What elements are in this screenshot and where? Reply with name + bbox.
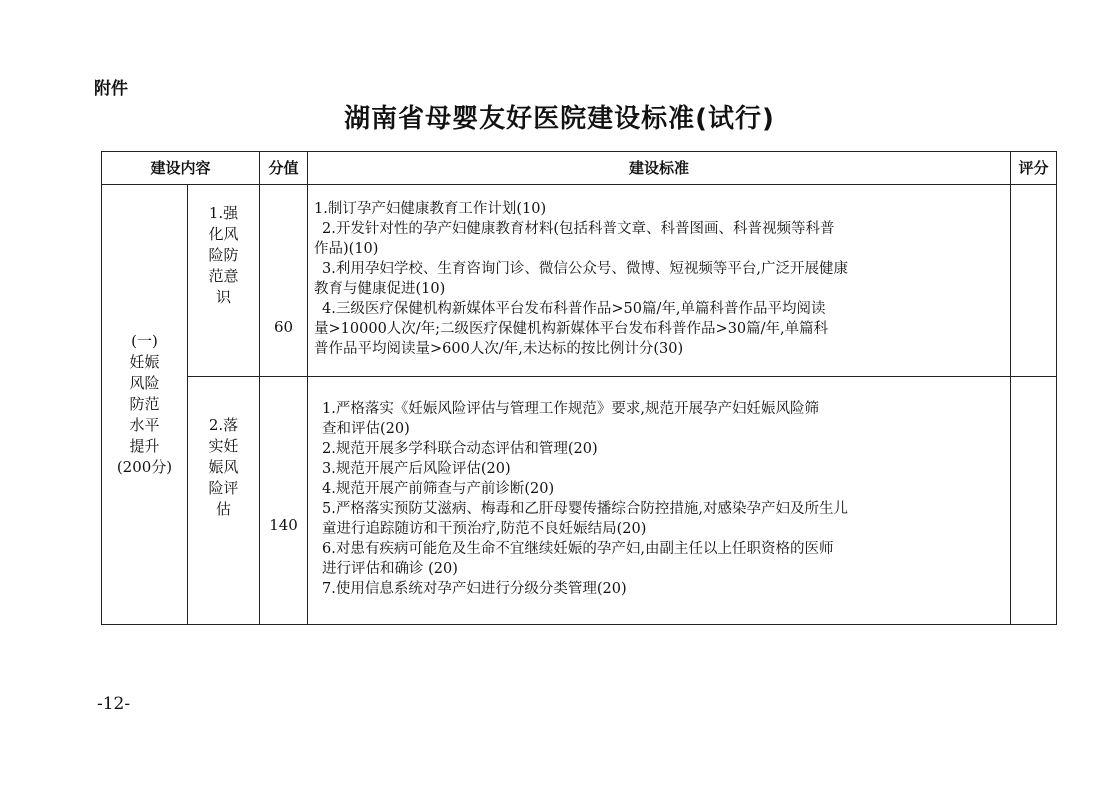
table-row	[102, 377, 1057, 625]
standard-line: 查和评估(20)	[322, 421, 410, 437]
standard-line: 2.规范开展多学科联合动态评估和管理(20)	[322, 441, 598, 457]
standard-line: 6.对患有疾病可能危及生命不宜继续妊娠的孕产妇,由副主任以上任职资格的医师	[322, 541, 834, 557]
section-score: 140	[260, 377, 308, 625]
standard-line: 1.制订孕产妇健康教育工作计划(10)	[314, 201, 547, 217]
section-name-line: 险评	[208, 479, 239, 497]
standard-line: 童进行追踪随访和干预治疗,防范不良妊娠结局(20)	[322, 521, 647, 537]
category-line: (一)	[131, 332, 158, 350]
document-title: 湖南省母婴友好医院建设标准(试行)	[344, 104, 775, 134]
rating-cell[interactable]	[1011, 377, 1057, 625]
standard-line: 3.规范开展产后风险评估(20)	[322, 461, 511, 477]
section-standards	[308, 185, 1011, 377]
standard-line: 量>10000人次/年;二级医疗保健机构新媒体平台发布科普作品>30篇/年,单篇科	[314, 321, 829, 337]
header-content: 建设内容	[102, 152, 260, 185]
section-name-line: 险防	[208, 246, 239, 264]
category-line: 风险	[129, 374, 160, 392]
standard-line: 1.严格落实《妊娠风险评估与管理工作规范》要求,规范开展孕产妇妊娠风险筛	[322, 401, 819, 417]
standard-line: 3.利用孕妇学校、生育咨询门诊、微信公众号、微博、短视频等平台,广泛开展健康	[322, 261, 848, 277]
page-number: -12-	[97, 694, 131, 714]
standard-line: 5.严格落实预防艾滋病、梅毒和乙肝母婴传播综合防控措施,对感染孕产妇及所生儿	[322, 501, 848, 517]
section-name-line: 2.落	[208, 416, 239, 434]
section-name-cell	[188, 377, 260, 625]
category-line: (200分)	[116, 458, 173, 476]
standard-line: 2.开发针对性的孕产妇健康教育材料(包括科普文章、科普图画、科普视频等科普	[322, 221, 835, 237]
standards-table	[101, 151, 1057, 625]
section-name-line: 1.强	[208, 204, 239, 222]
standard-line: 4.三级医疗保健机构新媒体平台发布科普作品>50篇/年,单篇科普作品平均阅读	[322, 301, 826, 317]
section-name-line: 娠风	[208, 458, 239, 476]
attachment-label: 附件	[94, 79, 128, 99]
section-standards	[308, 377, 1011, 625]
standard-line: 作品)(10)	[314, 241, 379, 257]
standard-line: 进行评估和确诊 (20)	[322, 561, 458, 577]
rating-cell[interactable]	[1011, 185, 1057, 377]
section-name-line: 实妊	[208, 437, 239, 455]
section-name-line: 识	[215, 288, 231, 306]
category-line: 妊娠	[129, 353, 160, 371]
standard-line: 4.规范开展产前筛查与产前诊断(20)	[322, 481, 555, 497]
section-name-line: 估	[215, 500, 231, 518]
category-line: 水平	[129, 416, 160, 434]
category-cell	[102, 185, 188, 625]
standard-line: 教育与健康促进(10)	[314, 281, 446, 297]
category-line: 提升	[129, 437, 160, 455]
section-name-line: 化风	[208, 225, 239, 243]
table-header-row	[102, 152, 1057, 185]
table-row	[102, 185, 1057, 377]
standard-line: 普作品平均阅读量>600人次/年,未达标的按比例计分(30)	[314, 341, 684, 357]
section-name-cell	[188, 185, 260, 377]
standard-line: 7.使用信息系统对孕产妇进行分级分类管理(20)	[322, 581, 627, 597]
section-score: 60	[260, 185, 308, 377]
header-standard: 建设标准	[308, 152, 1011, 185]
section-name-line: 范意	[208, 267, 239, 285]
header-rating: 评分	[1011, 152, 1057, 185]
header-score: 分值	[260, 152, 308, 185]
category-line: 防范	[129, 395, 160, 413]
